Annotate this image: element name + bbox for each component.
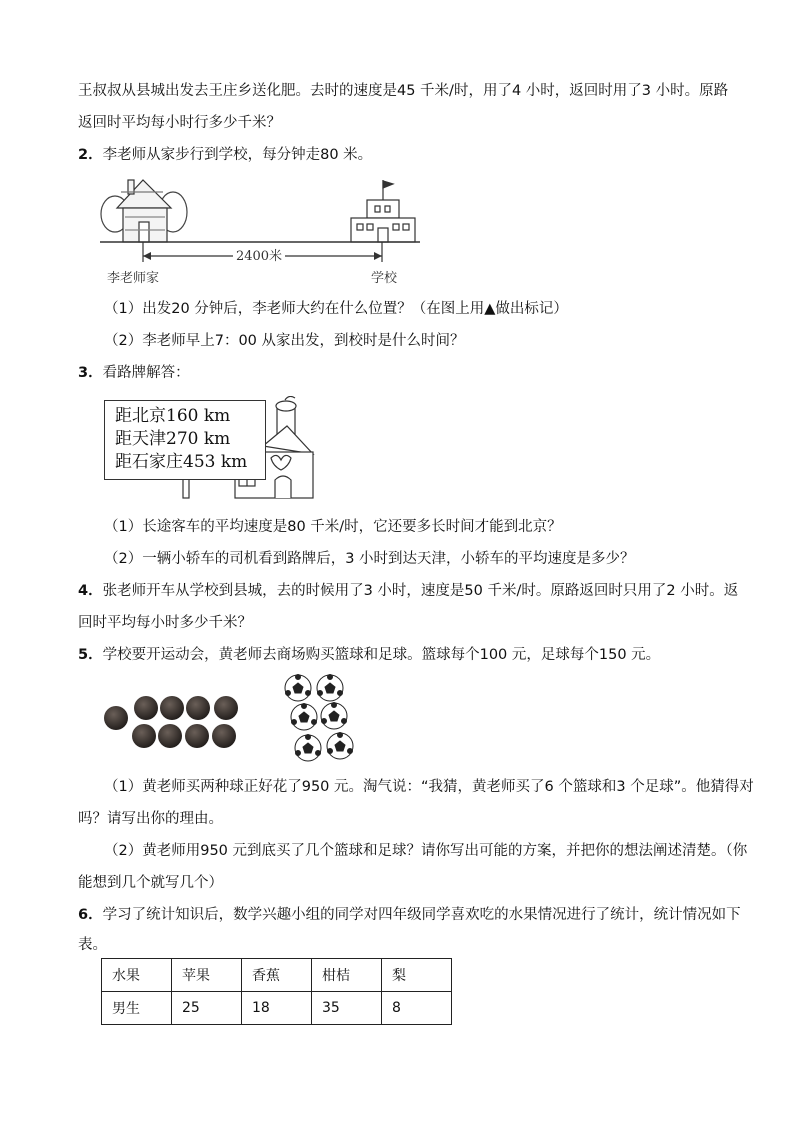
table-cell: 柑桔 — [312, 959, 382, 992]
table-cell: 25 — [172, 992, 242, 1025]
q3-stem — [78, 364, 190, 382]
q5-sub2-line2: 能想到几个就写几个） — [78, 875, 223, 891]
q4-line2: 回时平均每小时多少千米？ — [78, 615, 252, 631]
q4-line1 — [78, 582, 738, 600]
football-icon — [285, 675, 353, 762]
table-cell: 男生 — [102, 992, 172, 1025]
q3-number: 3． — [78, 365, 103, 381]
q5-sub1-line2: 吗？请写出你的理由。 — [78, 811, 223, 827]
q6-line1 — [78, 906, 741, 924]
q4-text: 张老师开车从学校到县城，去的时候用了3 小时，速度是50 千米/时。原路返回时只用了2 小时。返 — [102, 583, 739, 599]
basketballs-figure — [100, 694, 246, 752]
q5-stem — [78, 646, 660, 664]
table-cell: 水果 — [102, 959, 172, 992]
q2-text: 李老师从家步行到学校，每分钟走80 米。 — [102, 147, 373, 163]
q3-text: 看路牌解答： — [102, 365, 190, 381]
q6-text: 学习了统计知识后，数学兴趣小组的同学对四年级同学喜欢吃的水果情况进行了统计，统计情况如下 — [102, 907, 741, 923]
q4-number: 4． — [78, 583, 103, 599]
q1-line1: 王叔叔从县城出发去王庄乡送化肥。去时的速度是45 千米/时，用了4 小时，返回时用了3 小时。原路 — [78, 83, 729, 99]
q2-sub1: （1）出发20 分钟后，李老师大约在什么位置？（在图上用▲做出标记） — [104, 301, 568, 317]
footballs-figure — [280, 672, 360, 768]
q6-number: 6． — [78, 907, 103, 923]
road-sign — [104, 400, 266, 480]
q2-stem — [78, 146, 372, 164]
q6-line2: 表。 — [78, 937, 107, 953]
table-cell: 苹果 — [172, 959, 242, 992]
sign-row-tianjin: 距天津270 km — [115, 429, 231, 449]
table-cell: 18 — [242, 992, 312, 1025]
q5-sub2-line1: （2）黄老师用950 元到底买了几个篮球和足球？请你写出可能的方案，并把你的想法阐述清楚。（你 — [104, 843, 748, 859]
sign-row-beijing: 距北京160 km — [115, 406, 231, 426]
q3-sub2: （2）一辆小轿车的司机看到路牌后，3 小时到达天津，小轿车的平均速度是多少？ — [104, 551, 635, 567]
school-label: 学校 — [371, 271, 398, 286]
distance-label: 2400米 — [235, 249, 283, 264]
q2-number: 2． — [78, 147, 103, 163]
table-header-row — [102, 959, 452, 992]
table-cell: 香蕉 — [242, 959, 312, 992]
home-school-figure — [95, 172, 425, 292]
house-icon — [117, 180, 171, 242]
q3-sub1: （1）长途客车的平均速度是80 千米/时，它还要多长时间才能到北京？ — [104, 519, 562, 535]
table-cell: 35 — [312, 992, 382, 1025]
q2-sub2: （2）李老师早上7：00 从家出发，到校时是什么时间？ — [104, 333, 465, 349]
q5-text: 学校要开运动会，黄老师去商场购买篮球和足球。篮球每个100 元，足球每个150 元。 — [102, 647, 661, 663]
school-icon — [351, 180, 415, 242]
q5-number: 5． — [78, 647, 103, 663]
q1-line2: 返回时平均每小时行多少千米？ — [78, 115, 281, 131]
table-cell: 梨 — [382, 959, 452, 992]
fruit-table — [101, 958, 452, 1025]
table-row — [102, 992, 452, 1025]
basketball-icon — [104, 696, 238, 748]
table-cell: 8 — [382, 992, 452, 1025]
home-label: 李老师家 — [107, 271, 160, 286]
q5-sub1-line1: （1）黄老师买两种球正好花了950 元。淘气说：“我猜，黄老师买了6 个篮球和3 个足球”。他猜得对 — [104, 779, 754, 795]
sign-row-shijiazhuang: 距石家庄453 km — [115, 452, 248, 472]
